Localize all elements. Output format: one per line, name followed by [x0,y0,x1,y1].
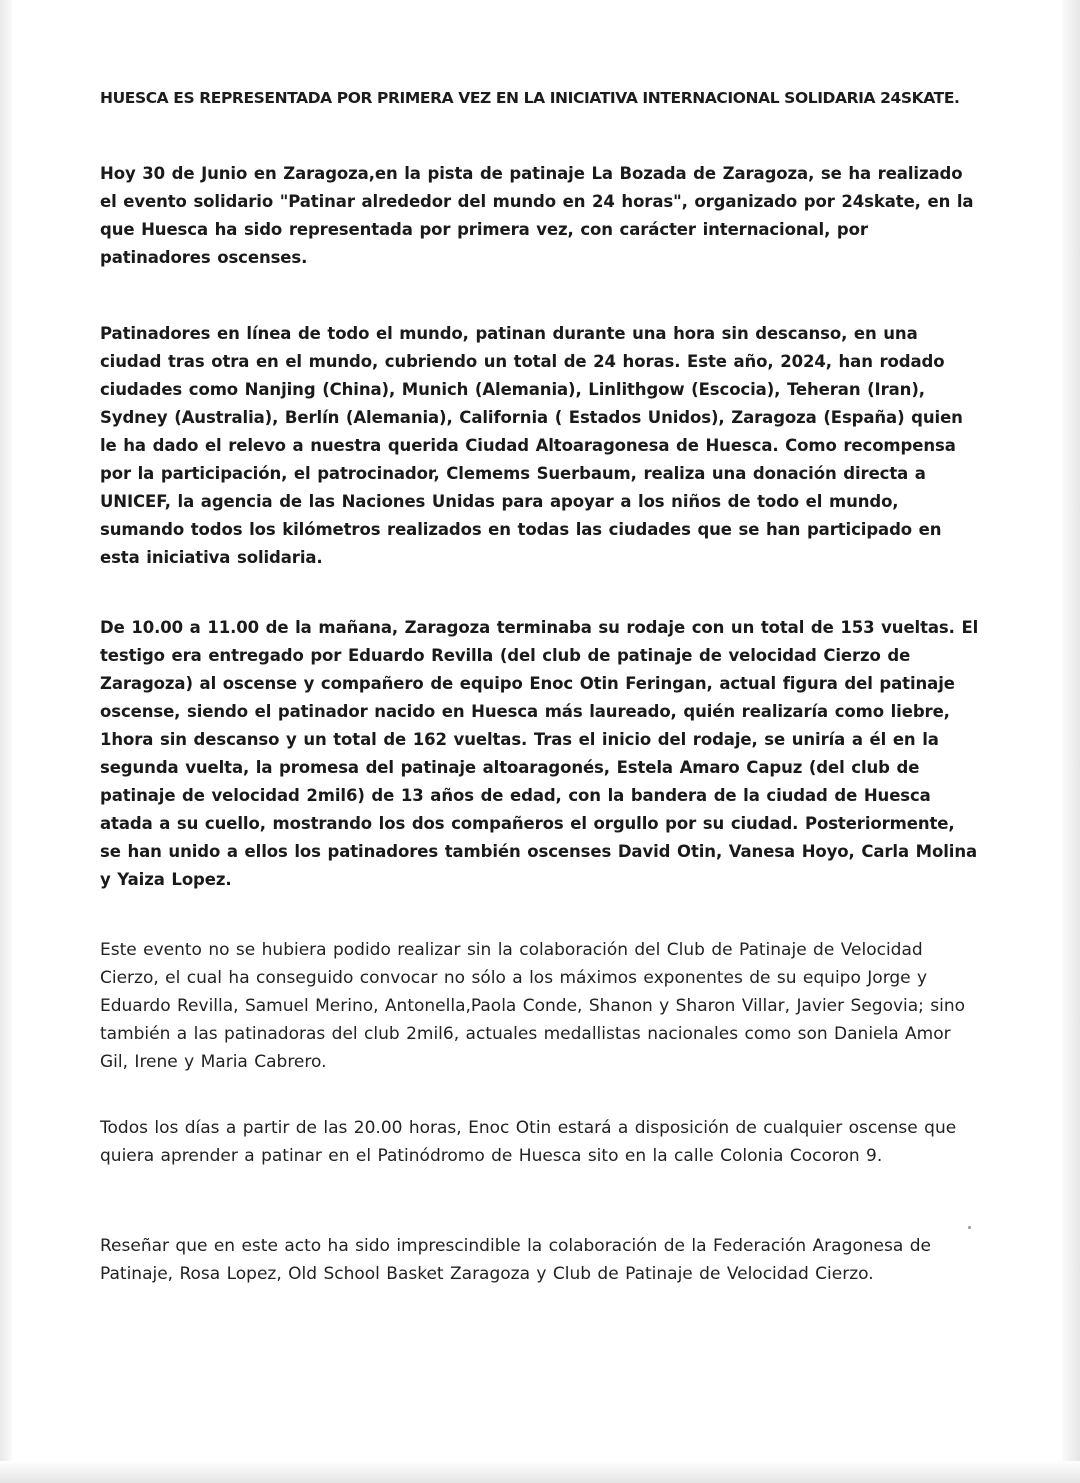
scan-edge-left [0,0,12,1483]
paragraph-training-offer: Todos los días a partir de las 20.00 horas, Enoc Otin estará a disposición de cualquier oscense que quiera aprender a patinar en el Patinódromo de Huesca sito en la calle Colonia Cocoron 9. [100,1118,957,1166]
scan-edge-bottom [0,1461,1080,1483]
paragraph-event-intro: Hoy 30 de Junio en Zaragoza,en la pista de patinaje La Bozada de Zaragoza, se ha realizado el evento solidario "Patinar alrededor del mundo en 24 horas", organizado por 24skate, en la que Huesca ha sido representada por primera vez, con carácter internacional, por patinadores oscenses. [100,164,974,267]
scan-edge-right [1062,0,1080,1483]
paragraph-acknowledgements: Reseñar que en este acto ha sido imprescindible la colaboración de la Federación Aragonesa de Patinaje, Rosa Lopez, Old School Basket Zaragoza y Club de Patinaje de Velocidad Cierzo. [100,1236,931,1284]
paragraph-club-collaboration: Este evento no se hubiera podido realizar sin la colaboración del Club de Patinaje de Velocidad Cierzo, el cual ha conseguido convocar no sólo a los máximos exponentes de su equipo Jorge y Eduardo Revilla, Samuel Merino, Antonella,Paola Conde, Shanon y Sharon Villar, Javier Segovia; sino también a las patinadoras del club 2mil6, actuales medallistas nacionales como son Daniela Amor Gil, Irene y Maria Cabrero. [100,940,966,1072]
document-title: HUESCA ES REPRESENTADA POR PRIMERA VEZ EN LA INICIATIVA INTERNACIONAL SOLIDARIA 24SKATE. [100,89,960,107]
paragraph-24skate-description: Patinadores en línea de todo el mundo, patinan durante una hora sin descanso, en una ciudad tras otra en el mundo, cubriendo un total de 24 horas. Este año, 2024, han rodado ciudades como Nanjing (China), Munich (Alemania), Linlithgow (Escocia), Teheran (Iran), Sydney (Australia), Berlín (Alemania), California ( Estados Unidos), Zaragoza (España) quien le ha dado el relevo a nuestra querida Ciudad Altoaragonesa de Huesca. Como recompensa por la participación, el patrocinador, Clemems Suerbaum, realiza una donación directa a UNICEF, la agencia de las Naciones Unidas para apoyar a los niños de todo el mundo, sumando todos los kilómetros realizados en todas las ciudades que se han participado en esta iniciativa solidaria. [100,324,963,567]
paragraph-huesca-relay: De 10.00 a 11.00 de la mañana, Zaragoza terminaba su rodaje con un total de 153 vueltas. El testigo era entregado por Eduardo Revilla (del club de patinaje de velocidad Cierzo de Zaragoza) al oscense y compañero de equipo Enoc Otin Feringan, actual figura del patinaje oscense, siendo el patinador nacido en Huesca más laureado, quién realizaría como liebre, 1hora sin descanso y un total de 162 vueltas. Tras el inicio del rodaje, se uniría a él en la segunda vuelta, la promesa del patinaje altoaragonés, Estela Amaro Capuz (del club de patinaje de velocidad 2mil6) de 13 años de edad, con la bandera de la ciudad de Huesca atada a su cuello, mostrando los dos compañeros el orgullo por su ciudad. Posteriormente, se han unido a ellos los patinadores también oscenses David Otin, Vanesa Hoyo, Carla Molina y Yaiza Lopez. [100,618,979,889]
press-release-document [100,84,980,1288]
